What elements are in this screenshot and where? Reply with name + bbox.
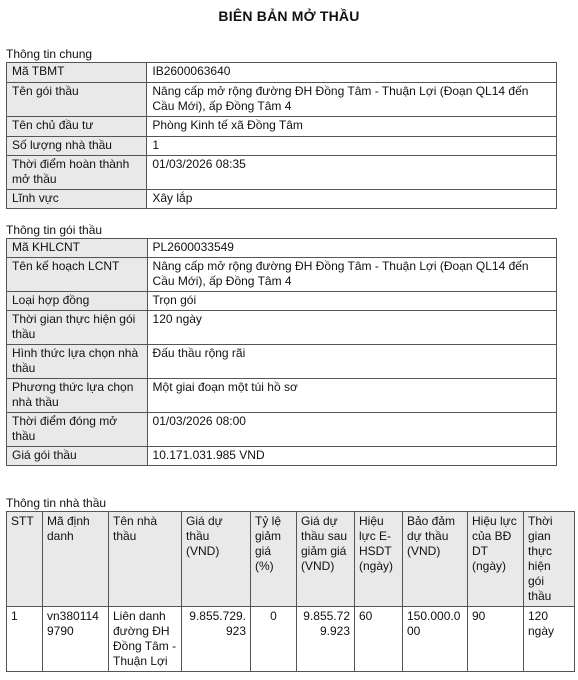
field-value: 10.171.031.985 VND xyxy=(147,447,556,466)
column-header: STT xyxy=(7,512,43,607)
field-value: PL2600033549 xyxy=(147,239,556,258)
field-label: Thời gian thực hiện gói thầu xyxy=(7,311,148,345)
table-cell: 0 xyxy=(251,607,297,672)
column-header: Hiệu lực E-HSDT (ngày) xyxy=(355,512,403,607)
table-row xyxy=(7,447,557,466)
field-value: Nâng cấp mở rộng đường ĐH Đồng Tâm - Thuận Lợi (Đoạn QL14 đến Cầu Mới), ấp Đồng Tâm 4 xyxy=(147,258,556,292)
table-row xyxy=(7,156,557,190)
field-value: Xây lắp xyxy=(147,190,557,209)
field-label: Phương thức lựa chọn nhà thầu xyxy=(7,379,148,413)
column-header: Hiệu lực của BĐ DT (ngày) xyxy=(468,512,524,607)
field-label: Thời điểm đóng mở thầu xyxy=(7,413,148,447)
table-cell: 150.000.000 xyxy=(403,607,468,672)
column-header: Tỷ lệ giảm giá (%) xyxy=(251,512,297,607)
table-cell: Liên danh đường ĐH Đồng Tâm - Thuận Lợi xyxy=(109,607,182,672)
field-label: Số lượng nhà thầu xyxy=(7,137,147,156)
field-value: Trọn gói xyxy=(147,292,556,311)
field-label: Lĩnh vực xyxy=(7,190,147,209)
table-row xyxy=(7,83,557,117)
field-label: Loại hợp đồng xyxy=(7,292,148,311)
table-row xyxy=(7,379,557,413)
bidders-table xyxy=(6,511,575,672)
field-label: Tên gói thầu xyxy=(7,83,147,117)
table-row xyxy=(7,117,557,137)
column-header: Bảo đảm dự thầu (VND) xyxy=(403,512,468,607)
table-cell: 1 xyxy=(7,607,43,672)
field-value: 01/03/2026 08:35 xyxy=(147,156,557,190)
field-value: Nâng cấp mở rộng đường ĐH Đồng Tâm - Thuận Lợi (Đoạn QL14 đến Cầu Mới), ấp Đồng Tâm 4 xyxy=(147,83,557,117)
table-cell: 9.855.729.923 xyxy=(297,607,355,672)
table-cell: 90 xyxy=(468,607,524,672)
table-row xyxy=(7,239,557,258)
package-section-label: Thông tin gói thầu xyxy=(6,223,103,237)
package-info-table xyxy=(6,238,557,466)
field-label: Mã KHLCNT xyxy=(7,239,148,258)
bidders-section-label: Thông tin nhà thầu xyxy=(6,496,107,510)
field-value: Đấu thầu rộng rãi xyxy=(147,345,556,379)
table-row xyxy=(7,190,557,209)
field-label: Tên chủ đầu tư xyxy=(7,117,147,137)
field-value: Phòng Kinh tế xã Đồng Tâm xyxy=(147,117,557,137)
field-value: IB2600063640 xyxy=(147,63,557,83)
table-row xyxy=(7,292,557,311)
table-cell: vn3801149790 xyxy=(43,607,109,672)
field-label: Giá gói thầu xyxy=(7,447,148,466)
column-header: Tên nhà thầu xyxy=(109,512,182,607)
field-label: Mã TBMT xyxy=(7,63,147,83)
table-row xyxy=(7,607,575,672)
table-cell: 9.855.729.923 xyxy=(182,607,251,672)
table-cell: 60 xyxy=(355,607,403,672)
table-cell: 120 ngày xyxy=(524,607,575,672)
field-value: 01/03/2026 08:00 xyxy=(147,413,556,447)
table-row xyxy=(7,63,557,83)
column-header: Giá dự thầu (VND) xyxy=(182,512,251,607)
general-section-label: Thông tin chung xyxy=(6,47,93,61)
table-row xyxy=(7,413,557,447)
field-label: Hình thức lựa chọn nhà thầu xyxy=(7,345,148,379)
field-value: 1 xyxy=(147,137,557,156)
document-title: BIÊN BẢN MỞ THẦU xyxy=(218,8,360,24)
table-row xyxy=(7,311,557,345)
table-row xyxy=(7,258,557,292)
general-info-table xyxy=(6,62,557,209)
table-row xyxy=(7,345,557,379)
field-value: 120 ngày xyxy=(147,311,556,345)
field-label: Tên kế hoạch LCNT xyxy=(7,258,148,292)
table-row xyxy=(7,137,557,156)
column-header: Giá dự thầu sau giảm giá (VND) xyxy=(297,512,355,607)
column-header: Thời gian thực hiện gói thầu xyxy=(524,512,575,607)
column-header: Mã định danh xyxy=(43,512,109,607)
field-value: Một giai đoạn một túi hồ sơ xyxy=(147,379,556,413)
field-label: Thời điểm hoàn thành mở thầu xyxy=(7,156,147,190)
table-header-row xyxy=(7,512,575,607)
